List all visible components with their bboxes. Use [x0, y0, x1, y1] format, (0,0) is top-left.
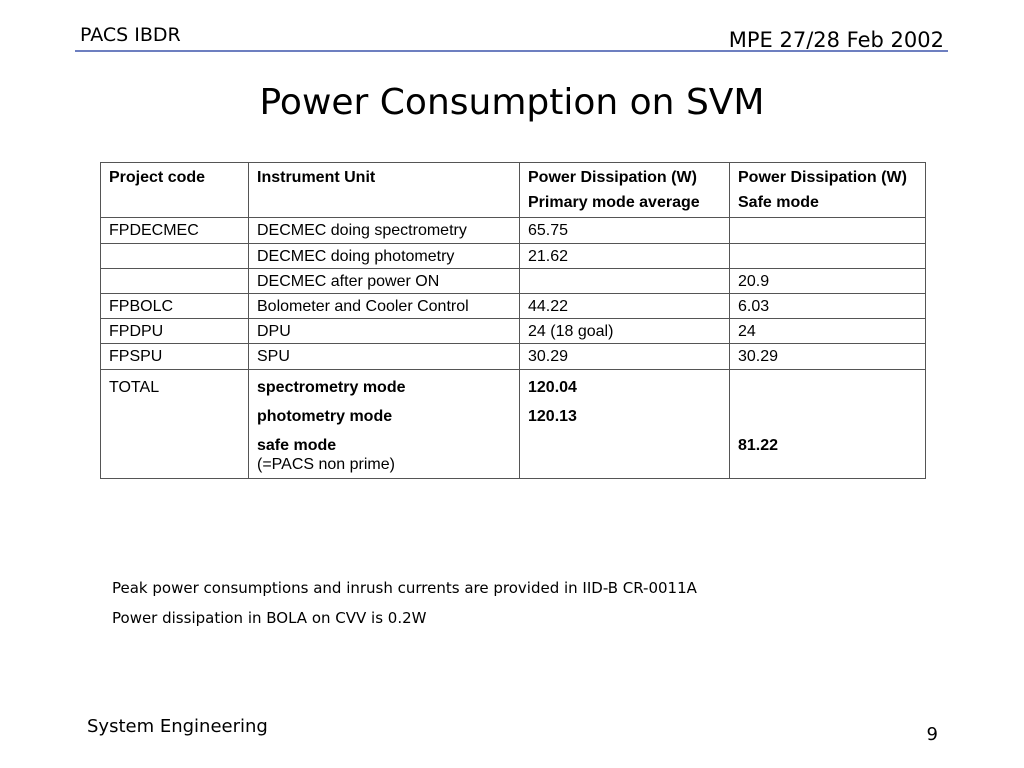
total-safe-spacer	[738, 378, 917, 397]
total-safe-note: (=PACS non prime)	[257, 456, 395, 474]
table-row	[101, 319, 926, 344]
table-row	[101, 344, 926, 369]
table-header-row	[101, 163, 926, 218]
cell-unit: Bolometer and Cooler Control	[249, 293, 520, 318]
total-modes	[249, 369, 520, 479]
page-number: 9	[926, 724, 938, 745]
page-title: Power Consumption on SVM	[259, 82, 765, 123]
cell-primary: 30.29	[520, 344, 730, 369]
cell-unit: DPU	[249, 319, 520, 344]
header-primary-dissipation	[520, 163, 730, 218]
total-photometry-value: 120.13	[528, 407, 577, 425]
cell-primary: 44.22	[520, 293, 730, 318]
header-left: PACS IBDR	[80, 24, 181, 46]
cell-safe: 30.29	[730, 344, 926, 369]
cell-code	[101, 243, 249, 268]
total-spectrometry-label: spectrometry mode	[257, 378, 406, 396]
cell-safe: 20.9	[730, 268, 926, 293]
cell-unit: SPU	[249, 344, 520, 369]
total-label: TOTAL	[101, 369, 249, 479]
header-primary-line1: Power Dissipation (W)	[528, 169, 697, 186]
table-total-row	[101, 369, 926, 479]
cell-unit: DECMEC after power ON	[249, 268, 520, 293]
header-primary-line2: Primary mode average	[528, 194, 700, 212]
cell-code: FPSPU	[101, 344, 249, 369]
total-safe-label: safe mode	[257, 436, 337, 454]
note-bola-dissipation: Power dissipation in BOLA on CVV is 0.2W	[112, 609, 427, 627]
header-safe-dissipation	[730, 163, 926, 218]
table-row	[101, 293, 926, 318]
cell-code: FPDECMEC	[101, 218, 249, 243]
table-row	[101, 268, 926, 293]
header-divider	[75, 50, 948, 52]
cell-code: FPDPU	[101, 319, 249, 344]
cell-code	[101, 268, 249, 293]
cell-primary: 24 (18 goal)	[520, 319, 730, 344]
cell-code: FPBOLC	[101, 293, 249, 318]
cell-unit: DECMEC doing spectrometry	[249, 218, 520, 243]
power-consumption-table	[100, 162, 926, 479]
cell-safe	[730, 243, 926, 268]
cell-primary: 21.62	[520, 243, 730, 268]
footer-left: System Engineering	[87, 716, 268, 737]
header-project-code: Project code	[101, 163, 249, 218]
header-instrument-unit: Instrument Unit	[249, 163, 520, 218]
cell-primary	[520, 268, 730, 293]
header-right: MPE 27/28 Feb 2002	[728, 28, 944, 52]
total-spectrometry-value: 120.04	[528, 378, 577, 396]
note-peak-power: Peak power consumptions and inrush currents are provided in IID-B CR-0011A	[112, 579, 697, 597]
cell-unit: DECMEC doing photometry	[249, 243, 520, 268]
cell-safe: 24	[730, 319, 926, 344]
cell-primary: 65.75	[520, 218, 730, 243]
total-photometry-label: photometry mode	[257, 407, 393, 425]
header-safe-line2: Safe mode	[738, 194, 819, 212]
cell-safe: 6.03	[730, 293, 926, 318]
table-row	[101, 243, 926, 268]
header-safe-line1: Power Dissipation (W)	[738, 169, 907, 186]
total-safe-value: 81.22	[738, 436, 779, 454]
total-safe-spacer	[738, 407, 917, 426]
total-primary-values	[520, 369, 730, 479]
cell-safe	[730, 218, 926, 243]
table-row	[101, 218, 926, 243]
total-safe-values	[730, 369, 926, 479]
